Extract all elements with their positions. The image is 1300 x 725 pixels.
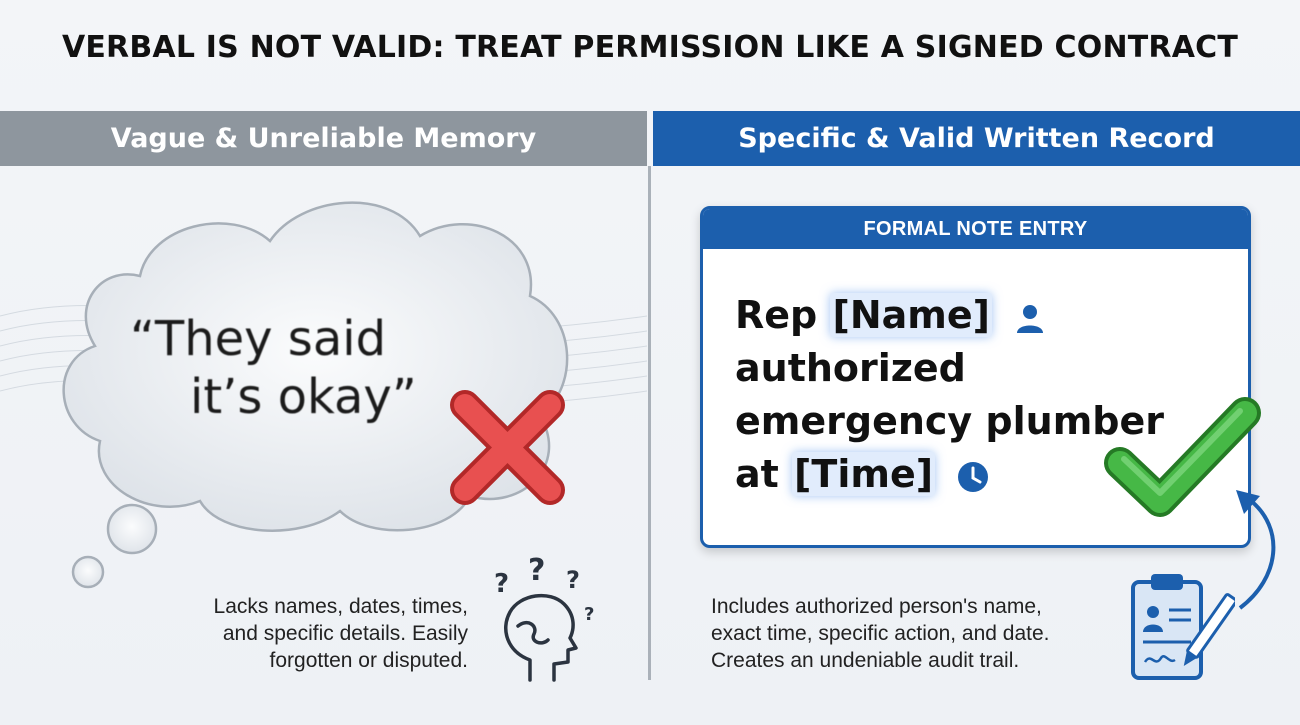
quote-text xyxy=(130,310,470,426)
clock-icon xyxy=(956,460,990,494)
right-header: Specific & Valid Written Record xyxy=(653,111,1300,166)
clipboard-icon xyxy=(1125,570,1235,685)
entry-time-placeholder: [Time] xyxy=(794,452,934,496)
confused-head-icon xyxy=(488,556,608,686)
entry-line-3: emergency plumber xyxy=(735,399,1165,443)
quote-line-2: it’s okay” xyxy=(190,369,417,425)
card-title: FORMAL NOTE ENTRY xyxy=(703,209,1248,249)
right-description xyxy=(711,593,1131,674)
page-title: VERBAL IS NOT VALID: TREAT PERMISSION LIKE A SIGNED CONTRACT xyxy=(61,30,1239,65)
left-description xyxy=(160,593,468,674)
left-description-line: and specific details. Easily xyxy=(222,622,468,645)
quote-line-1: “They said xyxy=(130,311,387,367)
svg-text:?: ? xyxy=(584,604,595,625)
right-description-line: exact time, specific action, and date. xyxy=(711,622,1050,645)
right-description-line: Creates an undeniable audit trail. xyxy=(711,649,1020,672)
right-description-line: Includes authorized person's name, xyxy=(711,595,1042,618)
entry-name-placeholder: [Name] xyxy=(832,293,991,337)
red-x-icon xyxy=(445,385,570,510)
svg-text:?: ? xyxy=(566,566,580,594)
svg-text:?: ? xyxy=(494,569,510,599)
left-description-line: forgotten or disputed. xyxy=(269,649,468,672)
entry-line-2: authorized xyxy=(735,346,966,390)
left-description-line: Lacks names, dates, times, xyxy=(213,595,468,618)
person-icon xyxy=(1013,301,1047,335)
left-header: Vague & Unreliable Memory xyxy=(0,111,647,166)
entry-rep: Rep xyxy=(735,293,818,337)
svg-text:?: ? xyxy=(528,556,546,588)
entry-at: at xyxy=(735,452,779,496)
center-divider xyxy=(648,166,651,680)
